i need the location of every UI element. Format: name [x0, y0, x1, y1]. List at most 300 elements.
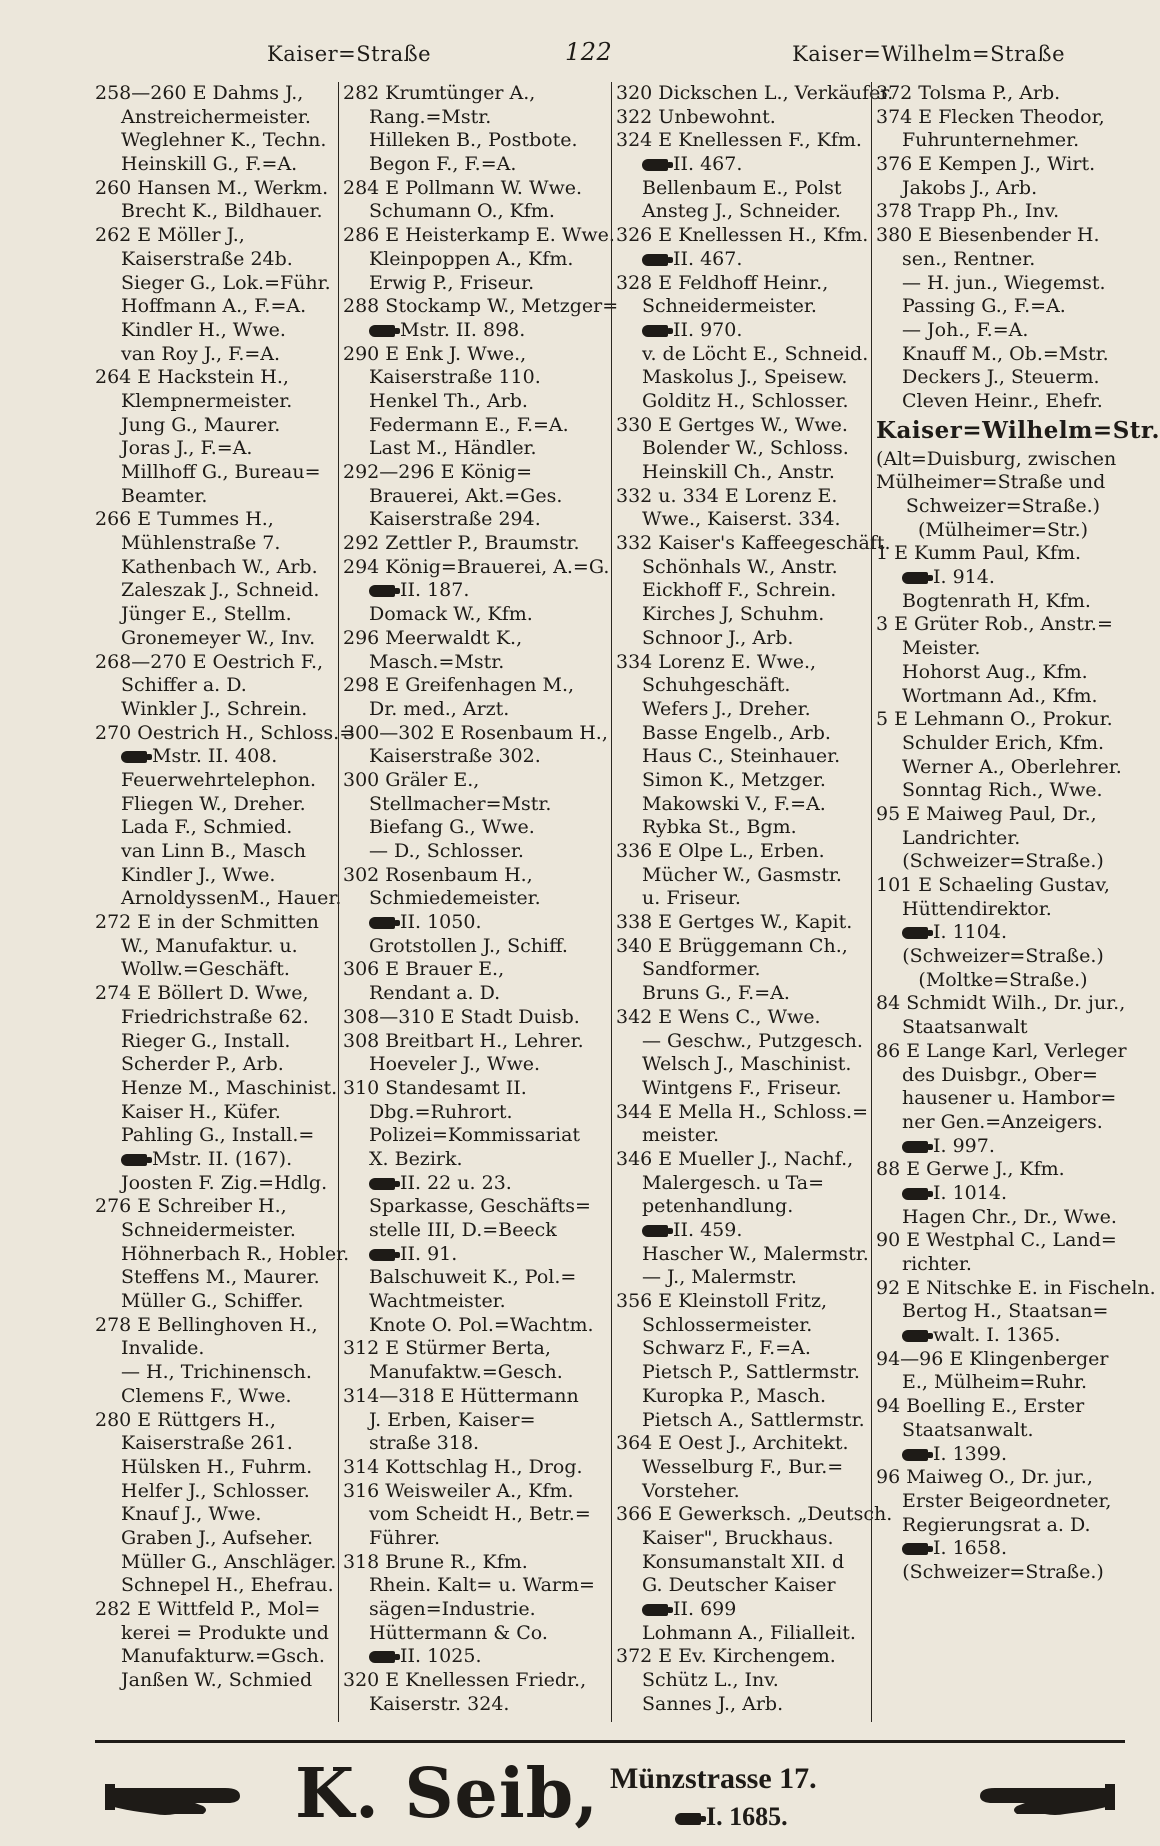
- entry-text: (Alt=Duisburg, zwischen: [876, 447, 1117, 470]
- entry-text: 374 E Flecken Theodor,: [876, 105, 1105, 128]
- telephone-icon: [369, 325, 395, 337]
- directory-entry-continuation: [343, 793, 607, 817]
- entry-text: van Roy J., F.=A.: [121, 342, 281, 365]
- pointing-hand-icon: [105, 1766, 275, 1826]
- directory-entry-continuation: [95, 1101, 338, 1125]
- directory-entry-continuation: [95, 840, 338, 864]
- directory-entry-continuation: [343, 698, 607, 722]
- entry-text: 268—270 E Oestrich F.,: [95, 650, 324, 673]
- directory-entry-continuation: [95, 1622, 338, 1646]
- entry-text: 328 E Feldhoff Heinr.,: [616, 271, 829, 294]
- directory-entry: [616, 1006, 868, 1030]
- directory-entry-continuation: [616, 1669, 868, 1693]
- entry-text: Beamter.: [121, 484, 208, 507]
- entry-text: richter.: [902, 1253, 972, 1275]
- entry-text: Winkler J., Schrein.: [121, 697, 308, 720]
- telephone-icon: [902, 1449, 928, 1461]
- directory-entry: [876, 471, 1130, 495]
- entry-text: 292—296 E König=: [343, 461, 532, 483]
- directory-entry-continuation: [616, 1053, 868, 1077]
- entry-text: 266 E Tummes H.,: [95, 508, 274, 531]
- entry-text: Schönhals W., Anstr.: [642, 555, 838, 578]
- entry-text: 270 Oestrich H., Schloss.=: [95, 721, 356, 744]
- entry-text: 344 E Mella H., Schloss.=: [616, 1100, 868, 1123]
- directory-entry-continuation: [343, 1645, 607, 1669]
- entry-text: ArnoldyssenM., Hauer.: [121, 887, 342, 910]
- directory-entry-continuation: [343, 1432, 607, 1456]
- entry-text: II. 970.: [673, 318, 743, 341]
- directory-entry-continuation: [343, 887, 607, 911]
- entry-text: Fuhrunternehmer.: [902, 129, 1080, 152]
- entry-text: Stellmacher=Mstr.: [369, 792, 552, 815]
- entry-text: 372 Tolsma P., Arb.: [876, 82, 1061, 104]
- directory-entry-continuation: [95, 1219, 338, 1243]
- entry-text: Meister.: [902, 637, 981, 660]
- directory-entry: [95, 82, 338, 106]
- directory-entry: [95, 651, 338, 675]
- directory-entry-continuation: [616, 366, 868, 390]
- telephone-icon: [121, 1154, 147, 1166]
- entry-text: Wefers J., Dreher.: [642, 697, 811, 720]
- entry-text: 288 Stockamp W., Metzger=: [343, 295, 619, 318]
- directory-entry: [876, 519, 1130, 543]
- entry-text: Knauf J., Wwe.: [121, 1503, 262, 1526]
- directory-entry-continuation: [616, 1409, 868, 1433]
- entry-text: Grotstollen J., Schiff.: [369, 934, 568, 957]
- entry-text: Malergesch. u Ta=: [642, 1171, 825, 1194]
- entry-text: Hascher W., Malermstr.: [642, 1242, 869, 1265]
- entry-text: Wachtmeister.: [369, 1290, 506, 1313]
- entry-text: Joosten F. Zig.=Hdlg.: [121, 1171, 328, 1194]
- directory-entry-continuation: [616, 1195, 868, 1219]
- directory-entry: [616, 1645, 868, 1669]
- directory-entry: [95, 508, 338, 532]
- directory-entry: [343, 1551, 607, 1575]
- directory-entry-continuation: [95, 532, 338, 556]
- directory-entry-continuation: [616, 1693, 868, 1717]
- entry-text: Rieger G., Install.: [121, 1029, 291, 1052]
- directory-entry-continuation: [95, 1006, 338, 1030]
- entry-text: 282 E Wittfeld P., Mol=: [95, 1598, 321, 1620]
- directory-entry: [876, 200, 1130, 224]
- directory-entry-continuation: [616, 1385, 868, 1409]
- entry-text: II. 699: [673, 1598, 737, 1620]
- directory-entry-continuation: [616, 1172, 868, 1196]
- directory-entry-continuation: [616, 1219, 868, 1243]
- directory-entry-continuation: [876, 756, 1130, 780]
- entry-text: 260 Hansen M., Werkm.: [95, 176, 329, 199]
- directory-entry-continuation: [616, 153, 868, 177]
- directory-entry-continuation: [876, 129, 1130, 153]
- directory-entry-continuation: [616, 248, 868, 272]
- entry-text: Mstr. II. 898.: [400, 318, 526, 341]
- entry-text: Schumann O., Kfm.: [369, 200, 555, 223]
- entry-text: 274 E Böllert D. Wwe,: [95, 982, 309, 1005]
- entry-text: 92 E Nitschke E. in Fischeln.: [876, 1276, 1156, 1299]
- directory-entry-continuation: [343, 1314, 607, 1338]
- entry-text: Jung G., Maurer.: [121, 413, 281, 436]
- entry-text: 364 E Oest J., Architekt.: [616, 1432, 849, 1455]
- directory-entry-continuation: [876, 343, 1130, 367]
- entry-text: Führer.: [369, 1526, 441, 1549]
- directory-entry-continuation: [616, 508, 868, 532]
- directory-entry: [876, 850, 1130, 874]
- entry-text: I. 1399.: [933, 1442, 1007, 1465]
- directory-entry: [876, 82, 1130, 106]
- entry-text: Rhein. Kalt= u. Warm=: [369, 1574, 595, 1597]
- entry-text: Wollw.=Geschäft.: [121, 958, 290, 981]
- entry-text: Wintgens F., Friseur.: [642, 1076, 842, 1099]
- directory-entry-continuation: [95, 1385, 338, 1409]
- directory-entry-continuation: [876, 390, 1130, 414]
- entry-text: Domack W., Kfm.: [369, 603, 533, 626]
- running-head: [95, 36, 1065, 70]
- entry-text: Kaiser=Wilhelm=Str.: [876, 416, 1160, 444]
- directory-entry-continuation: [95, 414, 338, 438]
- entry-text: Friedrichstraße 62.: [121, 1005, 309, 1028]
- directory-entry-continuation: [876, 1087, 1130, 1111]
- entry-text: Anstreichermeister.: [121, 105, 311, 128]
- entry-text: Pietsch P., Sattlermstr.: [642, 1361, 860, 1384]
- directory-entry: [876, 1276, 1156, 1301]
- entry-text: 88 E Gerwe J., Kfm.: [876, 1158, 1065, 1181]
- advertisement: [95, 1750, 1125, 1840]
- entry-text: 334 Lorenz E. Wwe.,: [616, 650, 817, 673]
- entry-text: 3 E Grüter Rob., Anstr.=: [876, 613, 1113, 636]
- entry-text: 356 E Kleinstoll Fritz,: [616, 1290, 828, 1313]
- directory-entry: [876, 874, 1130, 898]
- directory-entry-continuation: [95, 1242, 350, 1267]
- directory-entry-continuation: [616, 722, 868, 746]
- directory-entry-continuation: [616, 295, 868, 319]
- entry-text: 264 E Hackstein H.,: [95, 366, 289, 389]
- directory-entry-continuation: [876, 732, 1130, 756]
- directory-entry-continuation: [343, 1361, 607, 1385]
- entry-text: Helfer J., Schlosser.: [121, 1479, 310, 1502]
- entry-text: 300 Gräler E.,: [343, 768, 480, 791]
- entry-text: Regierungsrat a. D.: [902, 1513, 1091, 1536]
- directory-entry-continuation: [343, 1101, 607, 1125]
- entry-text: Bruns G., F.=A.: [642, 982, 790, 1005]
- directory-entry-continuation: [343, 1243, 607, 1267]
- directory-entry-continuation: [876, 590, 1130, 614]
- directory-entry-continuation: [343, 840, 607, 864]
- directory-entry-continuation: [95, 627, 338, 651]
- entry-text: Kindler J., Wwe.: [121, 863, 276, 886]
- entry-text: Kindler H., Wwe.: [121, 318, 286, 341]
- directory-entry: [343, 958, 607, 982]
- entry-text: 290 E Enk J. Wwe.,: [343, 342, 527, 365]
- entry-text: X. Bezirk.: [369, 1147, 463, 1170]
- directory-entry-continuation: [343, 935, 607, 959]
- entry-text: Joras J., F.=A.: [121, 437, 253, 460]
- entry-text: 320 Dickschen L., Verkäufer.: [616, 82, 894, 104]
- directory-entry-continuation: [876, 272, 1130, 296]
- entry-text: Rendant a. D.: [369, 982, 501, 1005]
- directory-entry-continuation: [876, 1253, 1130, 1277]
- directory-entry: [95, 1195, 338, 1219]
- directory-entry: [616, 1101, 868, 1125]
- directory-entry-continuation: [876, 1490, 1130, 1514]
- directory-entry-continuation: [876, 1206, 1130, 1230]
- entry-text: Biefang G., Wwe.: [369, 816, 535, 839]
- directory-entry-continuation: [343, 579, 607, 603]
- entry-text: Mstr. II. 408.: [152, 745, 278, 768]
- entry-text: 314—318 E Hüttermann: [343, 1384, 579, 1407]
- entry-text: Sparkasse, Geschäfts=: [369, 1195, 591, 1218]
- entry-text: Sieger G., Lok.=Führ.: [121, 271, 331, 294]
- entry-text: 372 E Ev. Kirchengem.: [616, 1645, 836, 1668]
- entry-text: Sannes J., Arb.: [642, 1692, 784, 1715]
- directory-entry: [876, 945, 1130, 969]
- entry-text: Jakobs J., Arb.: [902, 176, 1038, 199]
- entry-text: Fliegen W., Dreher.: [121, 792, 306, 815]
- directory-entry-continuation: [876, 248, 1130, 272]
- entry-text: Staatsanwalt: [902, 1016, 1028, 1039]
- directory-entry-continuation: [343, 508, 607, 532]
- entry-text: 298 E Greifenhagen M.,: [343, 674, 575, 697]
- directory-entry: [876, 1348, 1130, 1372]
- directory-entry: [616, 106, 868, 130]
- directory-entry: [876, 1561, 1130, 1585]
- directory-entry-continuation: [95, 295, 338, 319]
- entry-text: 322 Unbewohnt.: [616, 105, 776, 128]
- directory-entry-continuation: [616, 1598, 868, 1622]
- entry-text: Henze M., Maschinist.: [121, 1076, 338, 1099]
- directory-entry-continuation: [343, 911, 607, 935]
- entry-text: 272 E in der Schmitten: [95, 911, 319, 934]
- directory-entry-continuation: [95, 1053, 338, 1077]
- entry-text: stelle III, D.=Beeck: [369, 1219, 557, 1241]
- entry-text: Weglehner K., Techn.: [121, 129, 327, 152]
- directory-entry-continuation: [343, 319, 607, 343]
- entry-text: Werner A., Oberlehrer.: [902, 755, 1122, 778]
- entry-text: 312 E Stürmer Berta,: [343, 1337, 551, 1360]
- entry-text: Kathenbach W., Arb.: [121, 555, 318, 578]
- entry-text: walt. I. 1365.: [933, 1324, 1061, 1347]
- entry-text: Sandformer.: [642, 958, 761, 981]
- directory-entry: [616, 651, 868, 675]
- entry-text: Golditz H., Schlosser.: [642, 389, 849, 412]
- directory-column-1: [95, 82, 356, 1722]
- entry-text: hausener u. Hambor=: [902, 1087, 1117, 1110]
- entry-text: Mstr. II. (167).: [152, 1147, 293, 1170]
- entry-text: Brecht K., Bildhauer.: [121, 200, 323, 223]
- entry-text: Schwarz F., F.=A.: [642, 1337, 811, 1360]
- telephone-icon: [121, 751, 147, 763]
- directory-entry-continuation: [616, 1527, 868, 1551]
- entry-text: Knauff M., Ob.=Mstr.: [902, 342, 1109, 365]
- directory-entry-continuation: [95, 1077, 338, 1101]
- directory-entry: [876, 992, 1130, 1016]
- directory-entry-continuation: [95, 935, 338, 959]
- entry-text: 302 Rosenbaum H.,: [343, 863, 533, 886]
- directory-entry-continuation: [616, 958, 868, 982]
- entry-text: 262 E Möller J.,: [95, 224, 245, 247]
- entry-text: 278 E Bellinghoven H.,: [95, 1313, 318, 1336]
- directory-entry-continuation: [95, 200, 338, 224]
- directory-entry-continuation: [343, 1409, 607, 1433]
- telephone-icon: [902, 1543, 928, 1555]
- entry-text: Hüttermann & Co.: [369, 1621, 548, 1644]
- directory-entry-continuation: [95, 272, 338, 296]
- entry-text: II. 187.: [400, 579, 470, 602]
- directory-entry-continuation: [95, 1456, 338, 1480]
- entry-text: Müller G., Schiffer.: [121, 1290, 304, 1313]
- directory-entry-continuation: [616, 982, 868, 1006]
- directory-entry-continuation: [95, 1290, 338, 1314]
- header-left-street: Kaiser=Straße: [267, 42, 432, 66]
- telephone-icon: [642, 159, 668, 171]
- entry-text: — Joh., F.=A.: [902, 318, 1029, 341]
- entry-text: — H. jun., Wiegemst.: [902, 271, 1106, 294]
- entry-text: 96 Maiweg O., Dr. jur.,: [876, 1466, 1093, 1489]
- directory-entry-continuation: [616, 864, 868, 888]
- entry-text: Graben J., Aufseher.: [121, 1526, 314, 1549]
- directory-entry: [343, 674, 607, 698]
- directory-entry: [343, 343, 607, 367]
- directory-entry: [616, 224, 868, 248]
- directory-entry: [616, 911, 868, 935]
- directory-entry: [876, 1466, 1130, 1490]
- entry-text: Invalide.: [121, 1337, 205, 1360]
- entry-text: Ansteg J., Schneider.: [642, 200, 841, 223]
- entry-text: Deckers J., Steuerm.: [902, 366, 1100, 389]
- directory-entry-continuation: [876, 1324, 1130, 1348]
- directory-entry-continuation: [95, 343, 338, 367]
- directory-entry: [876, 495, 1130, 519]
- directory-entry-continuation: [343, 1574, 607, 1598]
- directory-entry-continuation: [95, 864, 338, 888]
- directory-entry-continuation: [616, 390, 868, 414]
- entry-text: 284 E Pollmann W. Wwe.: [343, 176, 583, 199]
- entry-text: Federmann E., F.=A.: [369, 413, 569, 436]
- entry-text: meister.: [642, 1124, 720, 1147]
- page-number: 122: [565, 38, 613, 66]
- directory-entry-continuation: [343, 1598, 607, 1622]
- directory-entry-continuation: [876, 1064, 1130, 1088]
- directory-entry: [343, 177, 607, 201]
- directory-entry-continuation: [876, 921, 1130, 945]
- directory-entry: [876, 448, 1130, 472]
- entry-text: Basse Engelb., Arb.: [642, 721, 831, 744]
- directory-entry-continuation: [343, 1124, 607, 1148]
- entry-text: Hoeveler J., Wwe.: [369, 1053, 541, 1076]
- directory-entry-continuation: [616, 556, 868, 580]
- entry-text: 346 E Mueller J., Nachf.,: [616, 1147, 854, 1170]
- entry-text: Simon K., Metzger.: [642, 768, 826, 791]
- directory-entry: [616, 1148, 868, 1172]
- directory-entry-continuation: [876, 295, 1130, 319]
- entry-text: Hilleken B., Postbote.: [369, 129, 578, 152]
- directory-entry: [616, 1503, 893, 1527]
- entry-text: (Schweizer=Straße.): [902, 945, 1104, 968]
- entry-text: v. de Löcht E., Schneid.: [642, 342, 869, 365]
- directory-entry-continuation: [616, 461, 868, 485]
- entry-text: — D., Schlosser.: [369, 840, 524, 862]
- directory-entry-continuation: [616, 1124, 868, 1148]
- entry-text: Clemens F., Wwe.: [121, 1384, 292, 1407]
- entry-text: Wortmann Ad., Kfm.: [902, 684, 1098, 707]
- directory-entry: [343, 82, 607, 106]
- entry-text: — H., Trichinensch.: [121, 1361, 312, 1384]
- entry-text: Schütz L., Inv.: [642, 1669, 779, 1692]
- directory-entry: [343, 461, 607, 485]
- entry-text: G. Deutscher Kaiser: [642, 1574, 836, 1597]
- directory-entry-continuation: [95, 816, 338, 840]
- directory-entry-continuation: [616, 1030, 868, 1054]
- entry-text: 292 Zettler P., Braumstr.: [343, 532, 580, 555]
- entry-text: J. Erben, Kaiser=: [369, 1408, 536, 1431]
- telephone-icon: [642, 1604, 668, 1616]
- entry-text: 94—96 E Klingenberger: [876, 1347, 1109, 1370]
- directory-entry-continuation: [343, 1266, 607, 1290]
- directory-entry: [616, 935, 868, 959]
- directory-entry: [343, 224, 615, 248]
- entry-text: 310 Standesamt II.: [343, 1076, 527, 1099]
- entry-text: Hülsken H., Fuhrm.: [121, 1455, 313, 1478]
- entry-text: (Schweizer=Straße.): [902, 1560, 1104, 1583]
- directory-entry-continuation: [876, 1371, 1130, 1395]
- entry-text: Erster Beigeordneter,: [902, 1489, 1112, 1512]
- entry-text: 282 Krumtünger A.,: [343, 82, 536, 104]
- directory-entry-continuation: [876, 1419, 1130, 1443]
- directory-entry-continuation: [95, 579, 338, 603]
- entry-text: Kaiserstraße 302.: [369, 745, 541, 768]
- directory-entry: [616, 272, 868, 296]
- telephone-icon: [642, 254, 668, 266]
- pointing-hand-icon: [945, 1766, 1115, 1826]
- directory-entry-continuation: [876, 366, 1130, 390]
- directory-entry-continuation: [343, 106, 607, 130]
- directory-entry-continuation: [95, 1124, 338, 1148]
- directory-entry: [95, 224, 338, 248]
- directory-entry-continuation: [95, 1172, 338, 1196]
- entry-text: straße 318.: [369, 1432, 480, 1455]
- directory-column-3: [611, 82, 894, 1722]
- entry-text: 332 u. 334 E Lorenz E.: [616, 484, 838, 507]
- directory-entry: [343, 769, 607, 793]
- directory-entry: [95, 1314, 338, 1338]
- directory-entry: [616, 129, 868, 153]
- entry-text: Schlossermeister.: [642, 1313, 813, 1336]
- entry-text: 308—310 E Stadt Duisb.: [343, 1005, 580, 1028]
- entry-text: II. 467.: [673, 247, 743, 270]
- entry-text: II. 91.: [400, 1242, 458, 1265]
- directory-entry-continuation: [95, 485, 338, 509]
- directory-entry-continuation: [95, 1337, 338, 1361]
- advertiser-phone-number: I. 1685.: [706, 1802, 788, 1831]
- entry-text: 276 E Schreiber H.,: [95, 1195, 287, 1218]
- directory-entry-continuation: [876, 827, 1130, 851]
- directory-entry-continuation: [343, 248, 607, 272]
- entry-text: Schweizer=Straße.): [905, 495, 1101, 517]
- directory-entry-continuation: [95, 153, 338, 177]
- entry-text: 101 E Schaeling Gustav,: [876, 874, 1110, 896]
- directory-entry-continuation: [616, 816, 868, 840]
- directory-entry: [343, 1669, 607, 1693]
- entry-text: 336 E Olpe L., Erben.: [616, 840, 825, 862]
- directory-entry: [876, 1040, 1130, 1064]
- telephone-icon: [369, 917, 395, 929]
- entry-text: Bellenbaum E., Polst: [642, 176, 842, 199]
- directory-entry: [343, 532, 607, 556]
- entry-text: Heinskill G., F.=A.: [121, 153, 298, 176]
- directory-entry-continuation: [95, 958, 338, 982]
- entry-text: Eickhoff F., Schrein.: [642, 579, 837, 602]
- entry-text: vom Scheidt H., Betr.=: [369, 1503, 591, 1526]
- directory-entry-continuation: [616, 1314, 868, 1338]
